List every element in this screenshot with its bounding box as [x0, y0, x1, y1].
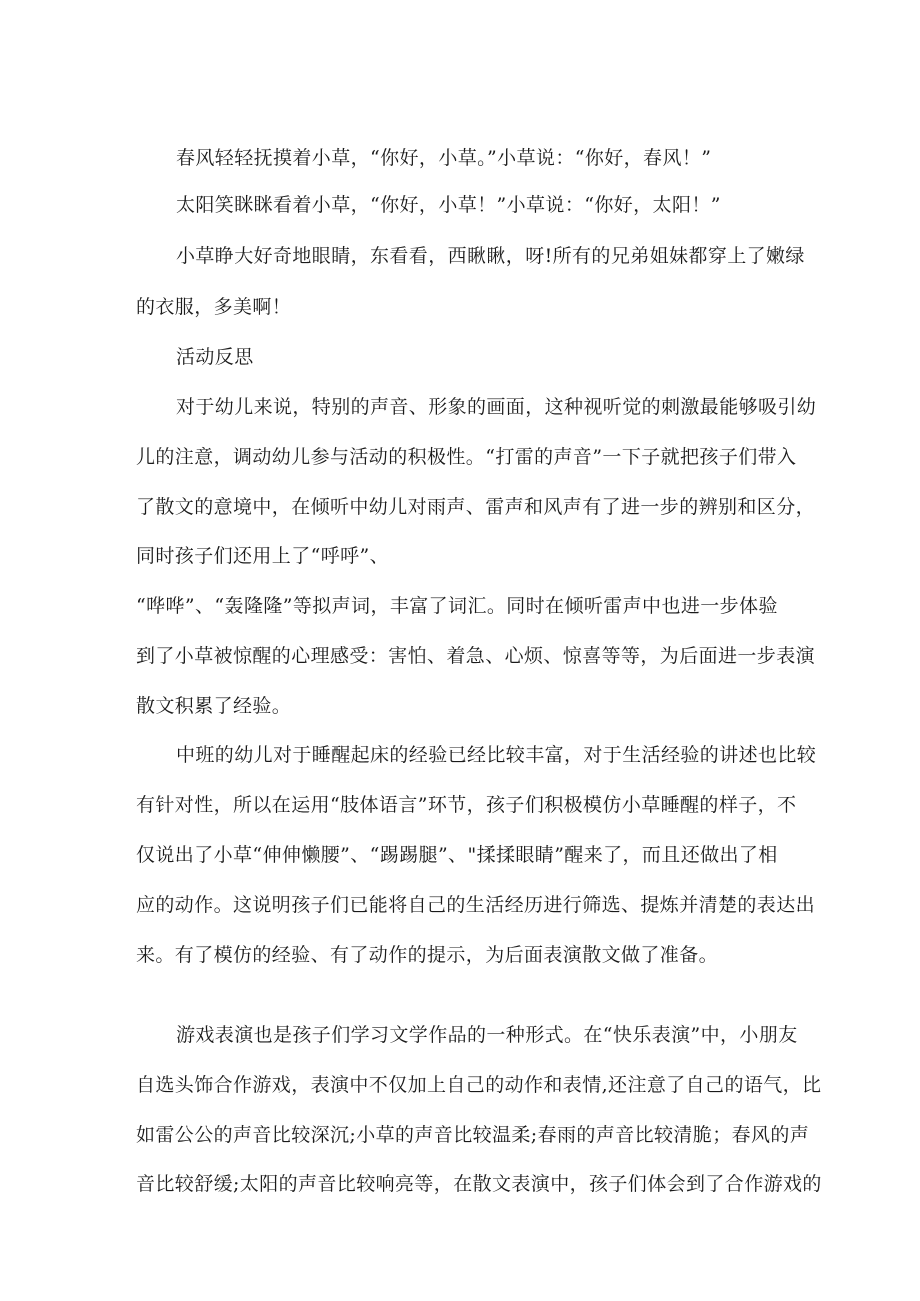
paragraph-line: 仅说出了小草“伸伸懒腰”、“踢踢腿”、"揉揉眼睛”醒来了，而且还做出了相 — [136, 844, 778, 866]
paragraph-line: 应的动作。这说明孩子们已能将自己的生活经历进行筛选、提炼并清楚的表达出 — [136, 894, 816, 916]
paragraph-line: 音比较舒缓;太阳的声音比较响亮等，在散文表演中，孩子们体会到了合作游戏的 — [136, 1173, 822, 1195]
paragraph-line: 散文积累了经验。 — [136, 695, 292, 717]
paragraph-line: 太阳笑眯眯看着小草，“你好，小草！”小草说：“你好，太阳！” — [176, 194, 721, 216]
paragraph-line: “哗哗”、“轰隆隆”等拟声词，丰富了词汇。同时在倾听雷声中也进一步体验 — [136, 595, 778, 617]
paragraph-line: 中班的幼儿对于睡醒起床的经验已经比较丰富，对于生活经验的讲述也比较 — [176, 744, 817, 766]
paragraph-line: 小草睁大好奇地眼睛，东看看，西瞅瞅，呀!所有的兄弟姐妹都穿上了嫩绿 — [176, 245, 805, 267]
paragraph-line: 对于幼儿来说，特别的声音、形象的画面，这种视听觉的刺激最能够吸引幼 — [176, 396, 817, 418]
paragraph-line: 自选头饰合作游戏，表演中不仅加上自己的动作和表情,还注意了自己的语气，比 — [136, 1074, 822, 1096]
paragraph-line: 的衣服，多美啊！ — [136, 296, 292, 318]
paragraph-line: 如雷公公的声音比较深沉;小草的声音比较温柔;春雨的声音比较清脆；春风的声 — [136, 1124, 810, 1146]
section-heading: 活动反思 — [176, 346, 254, 368]
paragraph-line: 了散文的意境中，在倾听中幼儿对雨声、雷声和风声有了进一步的辨别和区分， — [136, 496, 816, 518]
paragraph-line: 到了小草被惊醒的心理感受：害怕、着急、心烦、惊喜等等，为后面进一步表演 — [136, 645, 816, 667]
paragraph-line: 游戏表演也是孩子们学习文学作品的一种形式。在“快乐表演”中，小朋友 — [176, 1024, 798, 1046]
paragraph-line: 来。有了模仿的经验、有了动作的提示，为后面表演散文做了准备。 — [136, 944, 719, 966]
paragraph-line: 儿的注意，调动幼儿参与活动的积极性。“打雷的声音”一下子就把孩子们带入 — [136, 446, 797, 468]
paragraph-line: 同时孩子们还用上了“呼呼”、 — [136, 545, 390, 567]
paragraph-line: 春风轻轻抚摸着小草，“你好，小草。”小草说：“你好，春风！” — [176, 147, 712, 169]
paragraph-line: 有针对性，所以在运用“肢体语言”环节，孩子们积极模仿小草睡醒的样子，不 — [136, 794, 797, 816]
